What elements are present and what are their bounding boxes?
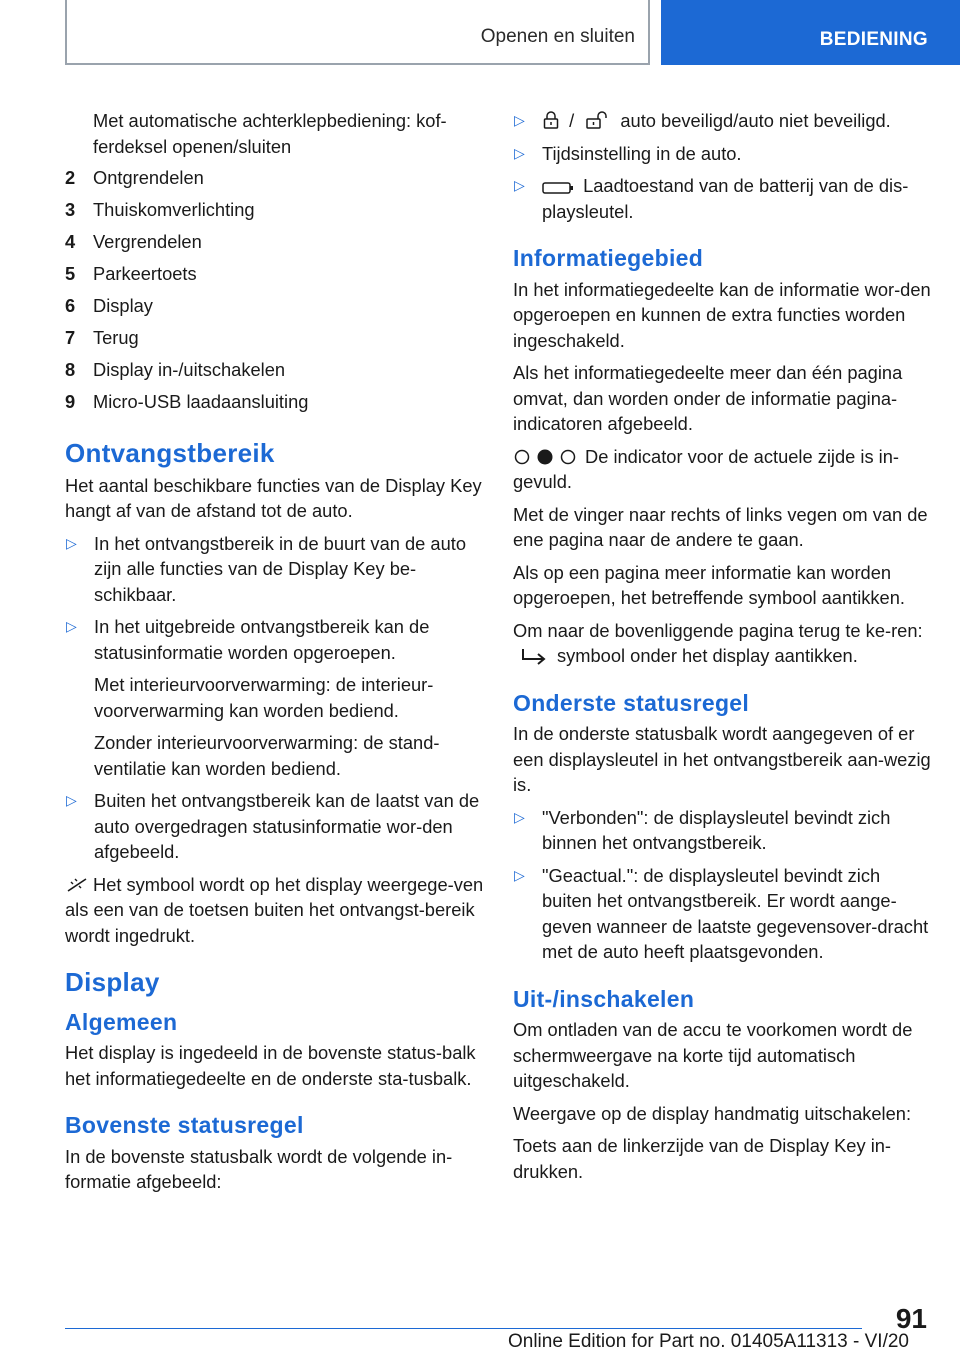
item-number: 4 (65, 231, 76, 252)
symbol-note-text: Het symbool wordt op het display weergege-ven als een van de toetsen buiten het ontvangst-bereik wordt ingedrukt. (65, 873, 484, 946)
item-number: 7 (65, 327, 76, 348)
bullet-text: Tijdsinstelling in de auto. (542, 142, 742, 164)
info-paragraph (513, 618, 933, 669)
list-item (65, 261, 485, 293)
uit-paragraph: Om ontladen van de accu te voorkomen wordt de schermweergave na korte tijd automatisch uitgeschakeld. (513, 1019, 913, 1091)
item-label: Thuiskomverlichting (93, 199, 255, 220)
ontvangstbereik-body: Het aantal beschikbare functies van de Display Key hangt af van de afstand tot de auto. (65, 474, 482, 521)
header-right-rule (648, 0, 650, 65)
bullet-item (513, 863, 933, 965)
triangle-bullet-icon: ▷ (66, 618, 77, 634)
item-number: 9 (65, 391, 76, 412)
header-left-rule (65, 0, 67, 65)
display-heading: Display (65, 967, 160, 997)
list-item (65, 357, 485, 389)
algemeen-heading: Algemeen (65, 1008, 178, 1035)
bullet-item (513, 173, 933, 224)
item-number: 2 (65, 167, 76, 188)
list-item (65, 165, 485, 197)
header-chapter-tab (661, 0, 960, 65)
left-column (65, 108, 485, 1202)
algemeen-body: Het display is ingedeeld in de bovenste status-balk het informatiegedeelte en de onderste sta-tusbalk. (65, 1042, 476, 1089)
bullet-item (65, 614, 485, 781)
bullet-item (513, 805, 933, 856)
chapter-label: BEDIENING (819, 29, 928, 50)
item-number: 5 (65, 263, 76, 284)
triangle-bullet-icon: ▷ (514, 112, 525, 128)
battery-icon (542, 181, 574, 195)
bullet-text: "Verbonden": de displaysleutel bevindt zich binnen het ontvangstbereik. (542, 806, 891, 853)
informatiegebied-heading: Informatiegebied (513, 245, 704, 271)
item-label: Ontgrendelen (93, 167, 204, 188)
triangle-bullet-icon: ▷ (514, 808, 525, 825)
item-number: 8 (65, 359, 76, 380)
bovenste-body: In de bovenste statusbalk wordt de volgende in-formatie afgebeeld: (65, 1145, 453, 1192)
item-label: Micro-USB laadaansluiting (93, 391, 309, 412)
info-paragraph: In het informatiegedeelte kan de informatie wor-den opgeroepen en kunnen de extra functies worden ingeschakeld. (513, 278, 931, 351)
list-item (65, 293, 485, 325)
header-bottom-rule (65, 63, 650, 65)
item-number: 3 (65, 199, 76, 220)
triangle-bullet-icon: ▷ (514, 177, 525, 193)
indicator-text: De indicator voor de actuele zijde is in-gevuld. (513, 445, 899, 492)
bullet-text: Buiten het ontvangstbereik kan de laatst van de auto overgedragen statusinformatie wor-den afgebeeld. (94, 790, 480, 862)
uit-paragraph: Toets aan de linkerzijde van de Display Key in-drukken. (513, 1135, 892, 1182)
bullet-item (65, 531, 485, 608)
item-label: Display in-/uitschakelen (93, 359, 286, 380)
bullet-sub: Met interieurvoorverwarming: de interieur-voorverwarming kan worden bediend. (94, 674, 434, 721)
intro-line: Met automatische achterklepbediening: kof-ferdeksel openen/sluiten (93, 110, 447, 157)
lock-open-icon (585, 110, 611, 130)
triangle-bullet-icon: ▷ (514, 144, 525, 161)
bullet-main: In het uitgebreide ontvangstbereik kan de statusinformatie worden opgeroepen. (94, 616, 430, 663)
header-section-title: Openen en sluiten (480, 26, 635, 47)
triangle-bullet-icon: ▷ (514, 866, 525, 883)
battery-text: Laadtoestand van de batterij van de dis-playsleutel. (542, 175, 909, 222)
lock-text: auto beveiligd/auto niet beveiligd. (620, 110, 891, 131)
bullet-text: "Geactual.": de displaysleutel bevindt zich buiten het ontvangstbereik. Er wordt aange-geven wanneer de laatste gegevensover-dracht met de auto heeft plaatsgevonden. (542, 864, 929, 962)
lock-separator: / (569, 110, 575, 131)
bullet-item (513, 108, 933, 134)
back-text-a: Om naar de bovenliggende pagina terug te ke-ren: (513, 619, 923, 641)
triangle-bullet-icon: ▷ (66, 792, 77, 808)
bullet-text (542, 108, 933, 134)
item-number: 6 (65, 295, 76, 316)
symbol-note (65, 872, 485, 949)
list-item (65, 197, 485, 229)
bullet-item (65, 788, 485, 865)
info-paragraph: Als het informatiegedeelte meer dan één pagina omvat, dan worden onder de informatie pagina-indicatoren afgebeeld. (513, 362, 903, 434)
uitinschakelen-heading: Uit-/inschakelen (513, 985, 695, 1012)
onderste-body: In de onderste statusbalk wordt aangegeven of er een displaysleutel in het ontvangstbereik aan-wezig is. (513, 723, 931, 795)
back-text-b: symbool onder het display aantikken. (557, 645, 858, 666)
footer-edition: Online Edition for Part no. 01405A11313 - VI/20 (507, 1331, 909, 1352)
bullet-text (94, 614, 485, 781)
bullet-text (542, 173, 933, 224)
info-paragraph (513, 444, 933, 495)
onderste-heading: Onderste statusregel (513, 689, 750, 716)
item-label: Vergrendelen (93, 231, 202, 252)
list-item (65, 325, 485, 357)
bullet-item (513, 141, 933, 167)
numbered-list (65, 165, 485, 421)
triangle-bullet-icon: ▷ (66, 534, 77, 551)
bullet-sub: Zonder interieurvoorverwarming: de stand-ventilatie kan worden bediend. (94, 732, 440, 779)
list-item (65, 389, 485, 421)
page-number: 91 (895, 1303, 927, 1334)
page-indicator-icon (513, 448, 577, 466)
right-column (513, 108, 933, 1191)
lock-closed-icon (542, 110, 560, 130)
out-of-range-icon (65, 876, 89, 894)
item-label: Parkeertoets (93, 263, 197, 284)
info-paragraph: Met de vinger naar rechts of links vegen om van de ene pagina naar de andere te gaan. (513, 503, 928, 550)
back-arrow-icon (519, 647, 549, 665)
bullet-text: In het ontvangstbereik in de buurt van de auto zijn alle functies van de Display Key be-schikbaar. (94, 532, 466, 605)
item-label: Terug (93, 327, 139, 348)
ontvangstbereik-heading: Ontvangstbereik (65, 438, 275, 468)
item-label: Display (93, 295, 153, 316)
uit-paragraph: Weergave op de display handmatig uitschakelen: (513, 1102, 912, 1124)
bovenste-heading: Bovenste statusregel (65, 1112, 304, 1138)
footer-rule (65, 1328, 862, 1329)
list-item (65, 229, 485, 261)
info-paragraph: Als op een pagina meer informatie kan worden opgeroepen, het betreffende symbool aantikken. (513, 561, 905, 608)
